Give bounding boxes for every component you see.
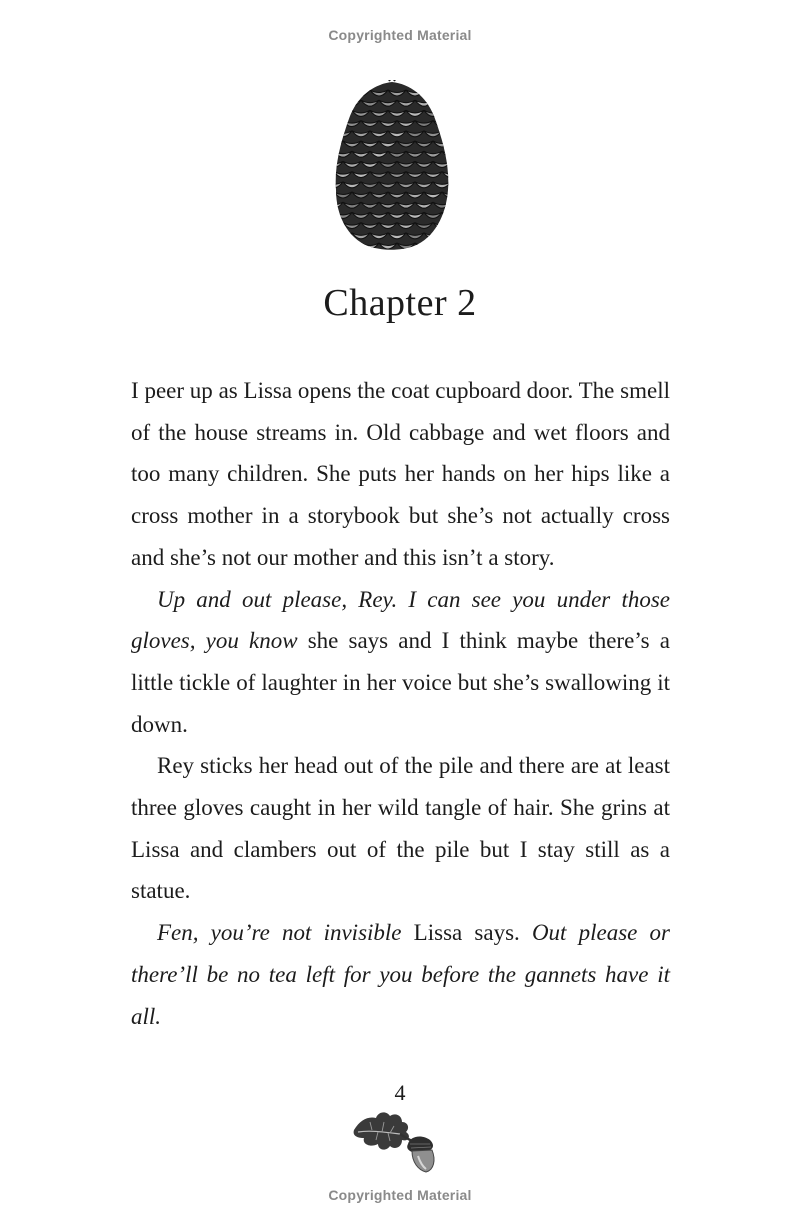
text-run: I peer up as Lissa opens the coat cupboard door. The smell of the house streams in. Old cabbage and wet floors and too many children. She puts her hands on her hips like a cross mother in a storybook but she’s not actually cross and she’s not our mother and this isn’t a story.	[131, 378, 670, 570]
italic-speech: Up and out please, Rey. I can see you under those gloves, you know	[131, 586, 670, 654]
copyright-watermark-bottom: Copyrighted Material	[328, 1187, 472, 1203]
copyright-watermark-top: Copyrighted Material	[328, 27, 472, 43]
paragraph	[131, 370, 670, 579]
pinecone-illustration	[330, 80, 454, 252]
italic-speech: Out please or there’ll be no tea left for you before the gannets have it all.	[131, 920, 670, 1029]
paragraph	[131, 579, 670, 746]
text-run: Rey sticks her head out of the pile and there are at least three gloves caught in her wild tangle of hair. She grins at Lissa and clambers out of the pile but I stay still as a statue.	[131, 753, 670, 904]
paragraph	[131, 745, 670, 912]
chapter-body	[131, 370, 670, 1037]
paragraph	[131, 912, 670, 1037]
text-run: Lissa says.	[401, 920, 532, 946]
italic-speech: Fen, you’re not invisible	[157, 920, 402, 946]
page-number: 4	[394, 1080, 406, 1105]
chapter-title: Chapter 2	[323, 282, 477, 324]
acorn-and-oak-leaf-icon	[350, 1108, 450, 1174]
text-run: she says and I think maybe there’s a little tickle of laughter in her voice but she’s swallowing it down.	[131, 628, 670, 737]
